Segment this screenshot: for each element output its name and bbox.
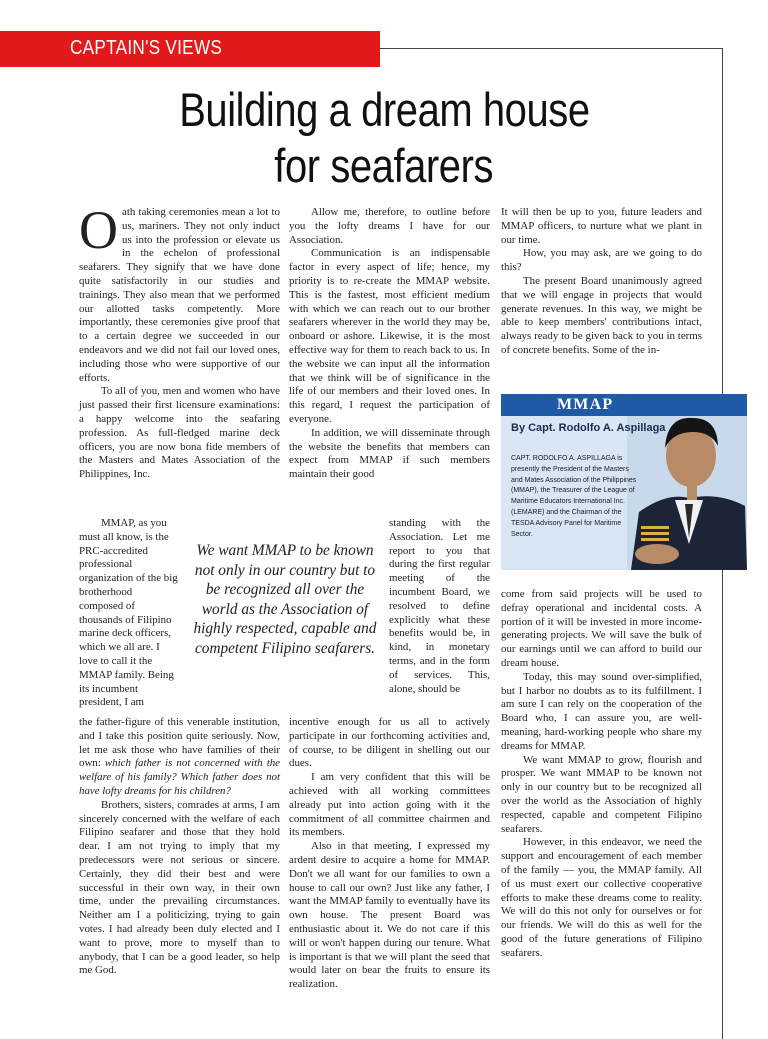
column-2-bottom — [289, 716, 490, 992]
paragraph: To all of you, men and women who have just passed their first licensure examinations: a happy welcome into the seafaring profession. As full-fledged marine deck officers, you are now bona fide members of the Masters and Mates Association of the Philippines, Inc. — [79, 385, 280, 481]
headline — [0, 82, 768, 194]
paragraph: incentive enough for us all to actively participate in our forthcoming activities and, of course, to be diligent in shelling out our dues. — [289, 716, 490, 770]
paragraph: Today, this may sound over-simplified, but I harbor no doubts as to its fulfillment. I am sure I can rely on the cooperation of the Board who, I can assure you, are well-meaning, hard-working people who share my dreams for MMAP. — [501, 670, 702, 752]
author-sidebar — [501, 394, 747, 570]
paragraph: MMAP, as you must all know, is the PRC-accredited professional organization of the big brotherhood composed of thousands of Filipino marine deck officers, which we all are. I love to call it the MMAP family. Being its incumbent president, I am — [79, 517, 178, 709]
column-3-bottom — [501, 588, 702, 961]
paragraph: Brothers, sisters, comrades at arms, I am sincerely concerned with the welfare of each Filipino seafarer and those that they hold dear. I am not trying to imply that my predecessors were not serious or sincere. Certainly, they did their best and were successful in their own way, in their own time, under the prevailing circumstances. Neither am I a politicizing, trying to gain votes. I had already been duly elected and I want to prove, more to myself than to anybody, that I can be a good leader, so help me God. — [79, 798, 280, 977]
section-label: CAPTAIN'S VIEWS — [70, 37, 223, 59]
drop-cap: O — [79, 200, 118, 260]
author-bio: CAPT. RODOLFO A. ASPILLAGA is presently the President of the Masters and Mates Association of the Philippines (MMAP), the Treasurer of the League of Maritime Educators International Inc. (LEMARE) and the Chairman of the TESDA Advisory Panel for Maritime Sector. — [511, 455, 637, 538]
paragraph: In addition, we will disseminate through the website the benefits that members can expect from MMAP if such members maintain their good — [289, 426, 490, 481]
emphasis-text: which father is not concerned with the welfare of his family? Which father does not have lofty dreams for his children? — [79, 757, 280, 797]
headline-line-2: for seafarers — [274, 139, 494, 192]
paragraph: Allow me, therefore, to outline before you the lofty dreams I have for our Association. — [289, 206, 490, 246]
column-3-top — [501, 206, 702, 358]
column-2-top — [289, 206, 490, 482]
paragraph: come from said projects will be used to defray operational and incidental costs. A portion of it will be invested in more income-generating projects. We will save the bulk of our earnings until we can afford to build our dream house. — [501, 588, 702, 669]
column-1-bottom — [79, 716, 280, 978]
paragraph: It will then be up to you, future leaders and MMAP officers, to nurture what we plant in our time. — [501, 206, 702, 246]
paragraph: the father-figure of this venerable institution, and I take this position quite seriously. Now, let me ask those who have families of their own: — [79, 716, 280, 770]
section-bar — [0, 31, 380, 67]
column-1-top — [79, 200, 280, 482]
paragraph: ath taking ceremonies mean a lot to us, mariners. They not only induct us into the profession or elevate us in the echelon of professional seafarers. They signify that we have done quite satisfactorily in our studies and trainings. They also mean that we performed our allotted tasks competently. More importantly, these ceremonies give proof that to a certain degree we succeeded in our endeavors and we did not fail our loved ones, including those who were supportive of our efforts. — [79, 206, 280, 384]
paragraph: How, you may ask, are we going to do this? — [501, 247, 702, 274]
paragraph: Communication is an indispensable factor in every aspect of life; hence, my priority is to re-create the MMAP website. This is the fastest, most efficient medium with which we can reach out to our brother seafarers wherever in the world they may be, onboard or ashore. Likewise, it is the most effective way for them to reach back to us. In the website we can input all the information that we think will be of significance in the life of our members and their loved ones. In this regard, I request the participation of everyone. — [289, 247, 490, 425]
paragraph: standing with the Association. Let me report to you that during the first regular meeting of the incumbent Board, we resolved to define explicitly what these benefits would be, in kind, in monetary terms, and in the form of services. This, alone, should be — [389, 517, 490, 695]
sidebar-banner — [501, 394, 747, 416]
column-2-narrow — [389, 517, 490, 696]
paragraph: We want MMAP to grow, flourish and prosper. We want MMAP to be known not only in our country but to be recognized all over the world as the Association of highly respected, capable and competent Filipino seafarers. — [501, 753, 702, 835]
headline-line-1: Building a dream house — [178, 83, 590, 136]
author-byline: By Capt. Rodolfo A. Aspillaga — [511, 422, 666, 434]
paragraph: However, in this endeavor, we need the support and encouragement of each member of the family — you, the MMAP family. All of us must exert our collective cooperative efforts to make these dreams come to reality. We will do this not only for ourselves or for our friends. We will do this as well for the good of the future generations of Filipino seafarers. — [501, 836, 702, 959]
paragraph: I am very confident that this will be achieved with all working committees already put into action going with it the commitment of all committee chairmen and its members. — [289, 771, 490, 839]
mmap-badge: MMAP — [557, 396, 614, 413]
pull-quote: We want MMAP to be known not only in our country but to be recognized all over the world as the Association of highly respected, capable and competent Filipino seafarers. — [193, 542, 377, 657]
paragraph: Also in that meeting, I expressed my ardent desire to acquire a home for MMAP. Don't we all want for our families to own a house to call our own? Just like any father, I want the MMAP family to eventually have its own house. The present Board was enthusiastic about it. We do not care if this will or won't happen during our tenure. What is important is that we will plant the seed that would later on bear the fruits to ensure its realization. — [289, 840, 490, 991]
column-1-narrow — [79, 517, 178, 710]
portrait-photo-icon — [627, 394, 747, 570]
paragraph: The present Board unanimously agreed that we will engage in projects that would generate revenues. In this way, we might be able to keep members' contributions intact, always ready to be given back to you in terms of concrete benefits. Some of the in- — [501, 274, 702, 356]
